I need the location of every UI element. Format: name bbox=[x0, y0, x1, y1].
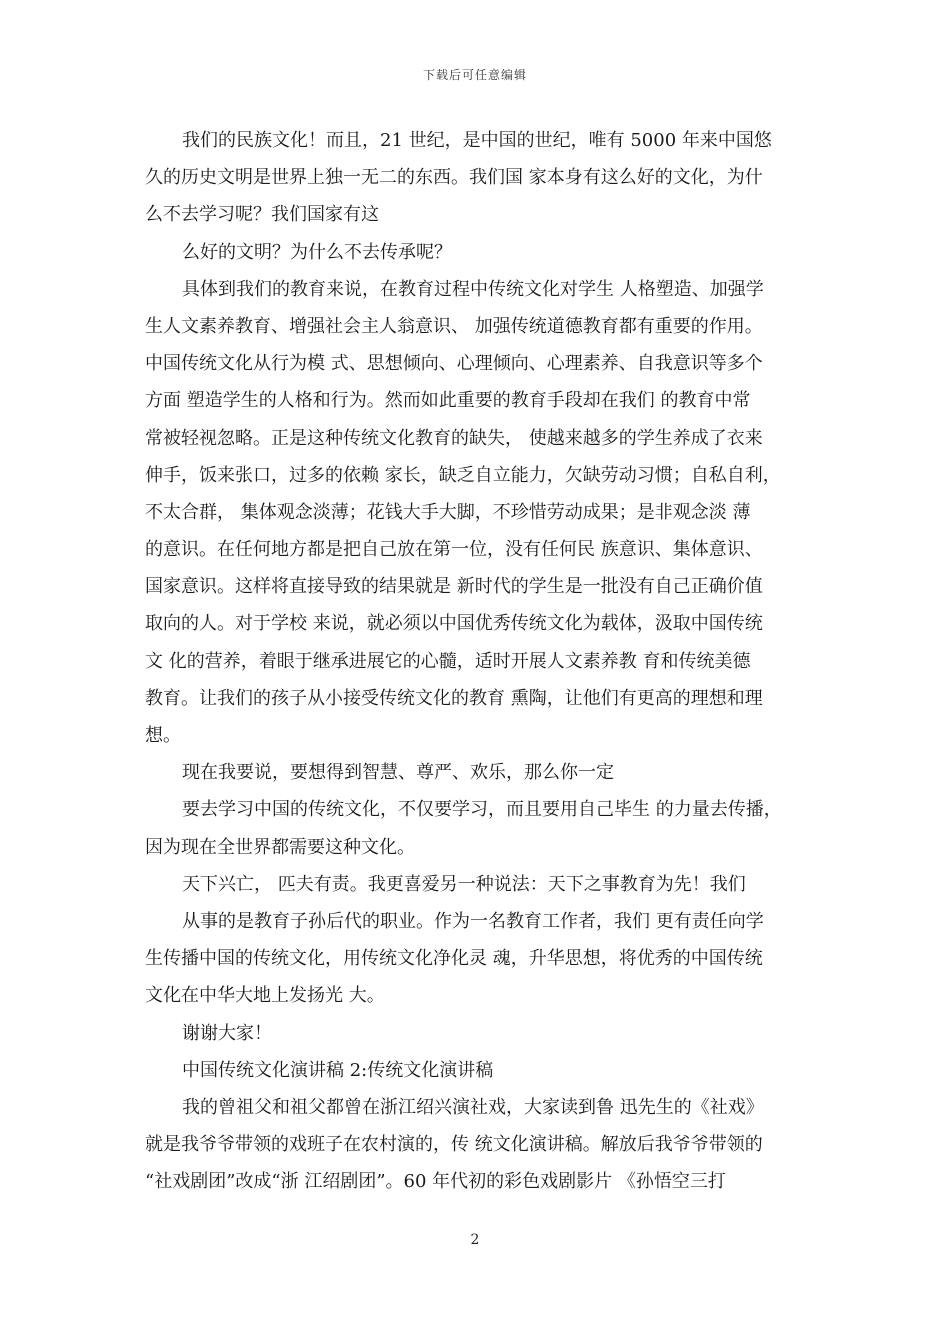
text-line: 国家意识。这样将直接导致的结果就是 新时代的学生是一批没有自己正确价值 bbox=[145, 576, 763, 598]
text-line: 常被轻视忽略。正是这种传统文化教育的缺失， 使越来越多的学生养成了衣来 bbox=[145, 427, 763, 449]
text-line: “社戏剧团”改成“浙 江绍剧团”。60 年代初的彩色戏剧影片 《孙悟空三打 bbox=[145, 1171, 726, 1193]
text-line: 久的历史文明是世界上独一无二的东西。我们国 家本身有这么好的文化，为什 bbox=[145, 167, 763, 189]
text-line: 教育。让我们的孩子从小接受传统文化的教育 熏陶，让他们有更高的理想和理 bbox=[145, 687, 763, 709]
text-line: 要去学习中国的传统文化，不仅要学习，而且要用自己毕生 的力量去传播， bbox=[182, 799, 782, 821]
text-line: 文 化的营养，着眼于继承进展它的心髓，适时开展人文素养教 育和传统美德 bbox=[145, 650, 751, 672]
text-line: 现在我要说，要想得到智慧、尊严、欢乐，那么你一定 bbox=[182, 762, 614, 784]
text-line: 文化在中华大地上发扬光 大。 bbox=[145, 985, 385, 1007]
text-line: 生传播中国的传统文化，用传统文化净化灵 魂，升华思想，将优秀的中国传统 bbox=[145, 948, 763, 970]
text-line: 谢谢大家！ bbox=[182, 1022, 272, 1044]
text-line: 生人文素养教育、增强社会主人翁意识、 加强传统道德教育都有重要的作用。 bbox=[145, 315, 763, 337]
text-line: 具体到我们的教育来说，在教育过程中传统文化对学生 人格塑造、加强学 bbox=[182, 278, 764, 300]
text-line: 我们的民族文化！而且，21 世纪，是中国的世纪，唯有 5000 年来中国悠 bbox=[182, 130, 772, 151]
document-body bbox=[145, 122, 810, 1200]
text-line: 伸手，饭来张口，过多的依赖 家长，缺乏自立能力，欠缺劳动习惯；自私自利， bbox=[145, 464, 781, 486]
text-line: 天下兴亡， 匹夫有责。我更喜爱另一种说法：天下之事教育为先！我们 bbox=[182, 873, 746, 895]
text-line: 不太合群， 集体观念淡薄；花钱大手大脚，不珍惜劳动成果；是非观念淡 薄 bbox=[145, 501, 751, 523]
page-number: 2 bbox=[470, 1232, 480, 1248]
text-line: 的意识。在任何地方都是把自己放在第一位，没有任何民 族意识、集体意识、 bbox=[145, 539, 763, 561]
text-line: 方面 塑造学生的人格和行为。然而如此重要的教育手段却在我们 的教育中常 bbox=[145, 390, 751, 412]
text-line: 中国传统文化从行为模 式、思想倾向、心理倾向、心理素养、自我意识等多个 bbox=[145, 353, 763, 375]
text-line: 么不去学习呢？我们国家有这 bbox=[145, 204, 379, 226]
text-line: 么好的文明？为什么不去传承呢？ bbox=[182, 241, 452, 263]
text-line: 取向的人。对于学校 来说，就必须以中国优秀传统文化为载体，汲取中国传统 bbox=[145, 613, 763, 635]
text-line: 我的曾祖父和祖父都曾在浙江绍兴演社戏，大家读到鲁 迅先生的《社戏》 bbox=[182, 1096, 764, 1118]
text-line: 从事的是教育子孙后代的职业。作为一名教育工作者，我们 更有责任向学 bbox=[182, 910, 764, 932]
text-line: 因为现在全世界都需要这种文化。 bbox=[145, 836, 415, 858]
text-line: 就是我爷爷带领的戏班子在农村演的，传 统文化演讲稿。解放后我爷爷带领的 bbox=[145, 1134, 763, 1156]
text-line: 想。 bbox=[145, 725, 181, 746]
text-line: 中国传统文化演讲稿 2:传统文化演讲稿 bbox=[182, 1059, 494, 1081]
page-header: 下载后可任意编辑 bbox=[422, 68, 527, 82]
